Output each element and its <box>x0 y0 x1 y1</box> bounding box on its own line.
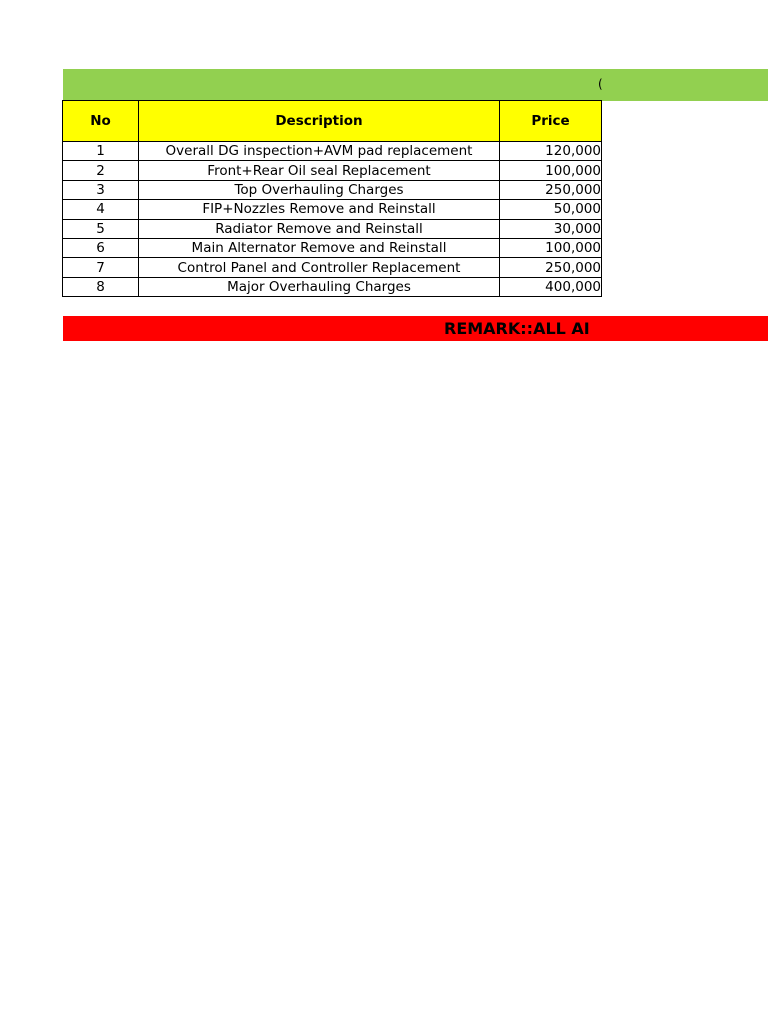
cell-price: 400,000 <box>500 277 602 296</box>
cell-description: Control Panel and Controller Replacement <box>139 258 500 277</box>
cell-price: 250,000 <box>500 180 602 199</box>
table-row <box>63 238 602 257</box>
cell-description: Overall DG inspection+AVM pad replacement <box>139 142 500 161</box>
title-band-text: ( <box>598 77 603 91</box>
cell-description: Major Overhauling Charges <box>139 277 500 296</box>
table-row <box>63 219 602 238</box>
cell-description: FIP+Nozzles Remove and Reinstall <box>139 200 500 219</box>
table-row <box>63 277 602 296</box>
cell-no: 7 <box>63 258 139 277</box>
title-band <box>63 69 768 101</box>
header-no: No <box>63 101 139 142</box>
cell-no: 1 <box>63 142 139 161</box>
cell-price: 50,000 <box>500 200 602 219</box>
cell-description: Top Overhauling Charges <box>139 180 500 199</box>
table-row <box>63 180 602 199</box>
cell-price: 100,000 <box>500 161 602 180</box>
cell-price: 100,000 <box>500 238 602 257</box>
cell-price: 120,000 <box>500 142 602 161</box>
cell-no: 6 <box>63 238 139 257</box>
header-price: Price <box>500 101 602 142</box>
header-description: Description <box>139 101 500 142</box>
cell-description: Front+Rear Oil seal Replacement <box>139 161 500 180</box>
cell-no: 8 <box>63 277 139 296</box>
cell-no: 4 <box>63 200 139 219</box>
table-row <box>63 258 602 277</box>
cell-description: Radiator Remove and Reinstall <box>139 219 500 238</box>
remark-band <box>63 316 768 341</box>
cell-no: 2 <box>63 161 139 180</box>
table-row <box>63 200 602 219</box>
table-row <box>63 161 602 180</box>
header-row <box>63 101 602 142</box>
cell-no: 5 <box>63 219 139 238</box>
remark-text: REMARK::ALL AI <box>444 319 590 338</box>
cell-price: 30,000 <box>500 219 602 238</box>
table-row <box>63 142 602 161</box>
price-table <box>62 100 602 297</box>
cell-description: Main Alternator Remove and Reinstall <box>139 238 500 257</box>
cell-no: 3 <box>63 180 139 199</box>
cell-price: 250,000 <box>500 258 602 277</box>
